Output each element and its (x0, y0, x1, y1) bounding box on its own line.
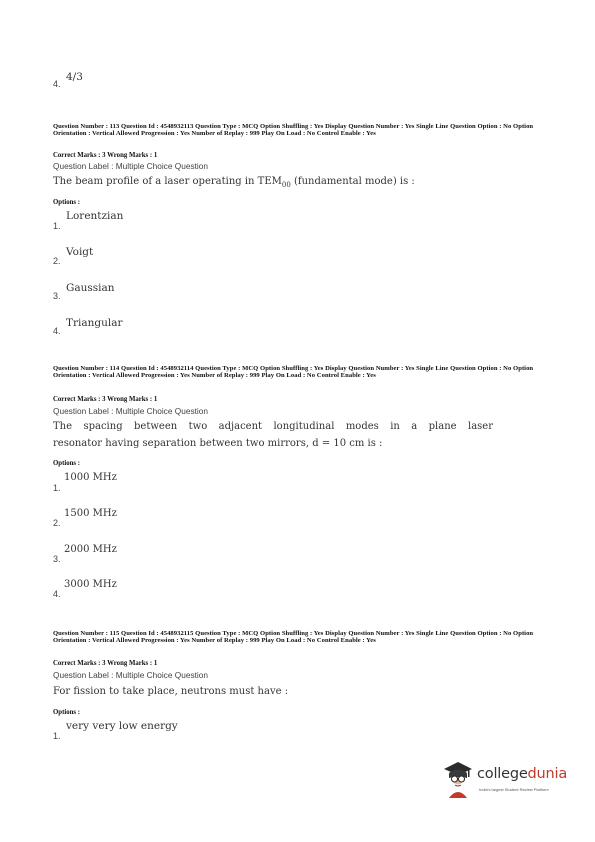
logo-word-part: college (477, 766, 528, 782)
question-text-114-line1: The spacing between two adjacent longitudinal modes in a plane laser (53, 421, 493, 432)
option-number: 1. (53, 731, 61, 741)
question-meta-114: Question Number : 114 Question Id : 4548932114 Question Type : MCQ Option Shuffling : Yes Display Question Number : Yes Single Line Question Option : No Option Orientation : Vertical Allowed Progression : Yes Number of Replay : 999 Play On Load : No Control Enable : Yes (53, 365, 534, 380)
option-text: 1500 MHz (64, 508, 117, 519)
option-number: 2. (53, 518, 61, 528)
question-text-part: The beam profile of a laser operating in TEM (53, 176, 282, 187)
options-heading-114: Options : (53, 460, 81, 467)
question-text-113 (53, 174, 415, 193)
option-number: 1. (53, 221, 61, 231)
marks-113: Correct Marks : 3 Wrong Marks : 1 (53, 152, 158, 159)
options-heading-115: Options : (53, 709, 81, 716)
option-number: 4. (53, 589, 61, 599)
option-text: very very low energy (66, 720, 178, 732)
logo-wordmark (477, 766, 567, 782)
question-meta-115: Question Number : 115 Question Id : 4548932115 Question Type : MCQ Option Shuffling : Yes Display Question Number : Yes Single Line Question Option : No Option Orientation : Vertical Allowed Progression : Yes Number of Replay : 999 Play On Load : No Control Enable : Yes (53, 630, 534, 645)
question-label-113: Question Label : Multiple Choice Question (53, 161, 208, 171)
question-text-115: For fission to take place, neutrons must have : (53, 686, 289, 697)
option-text: 4/3 (66, 71, 83, 83)
option-number: 3. (53, 554, 61, 564)
marks-115: Correct Marks : 3 Wrong Marks : 1 (53, 660, 158, 667)
option-text: Triangular (66, 317, 123, 329)
graduate-mascot-icon (441, 760, 475, 798)
options-heading-113: Options : (53, 199, 81, 206)
option-text: 1000 MHz (64, 472, 117, 483)
option-number: 1. (53, 483, 61, 493)
question-label-114: Question Label : Multiple Choice Question (53, 406, 208, 416)
question-text-114-line2: resonator having separation between two mirrors, d = 10 cm is : (53, 438, 383, 449)
question-text-subscript: 00 (281, 181, 291, 189)
option-text: 3000 MHz (64, 579, 117, 590)
question-text-part: (fundamental mode) is : (290, 176, 415, 187)
option-number: 4. (53, 79, 61, 89)
option-text: 2000 MHz (64, 544, 117, 555)
logo-tagline: India's largest Student Review Platform (479, 787, 549, 792)
question-label-115: Question Label : Multiple Choice Question (53, 670, 208, 680)
option-text: Lorentzian (66, 210, 124, 222)
logo-word-part: dunia (527, 766, 568, 782)
marks-114: Correct Marks : 3 Wrong Marks : 1 (53, 396, 158, 403)
question-meta-113: Question Number : 113 Question Id : 4548932113 Question Type : MCQ Option Shuffling : Yes Display Question Number : Yes Single Line Question Option : No Option Orientation : Vertical Allowed Progression : Yes Number of Replay : 999 Play On Load : No Control Enable : Yes (53, 123, 534, 138)
option-number: 2. (53, 256, 61, 266)
option-text: Voigt (66, 246, 94, 258)
option-number: 4. (53, 326, 61, 336)
option-text: Gaussian (66, 282, 115, 294)
collegedunia-logo (441, 760, 566, 804)
option-number: 3. (53, 291, 61, 301)
